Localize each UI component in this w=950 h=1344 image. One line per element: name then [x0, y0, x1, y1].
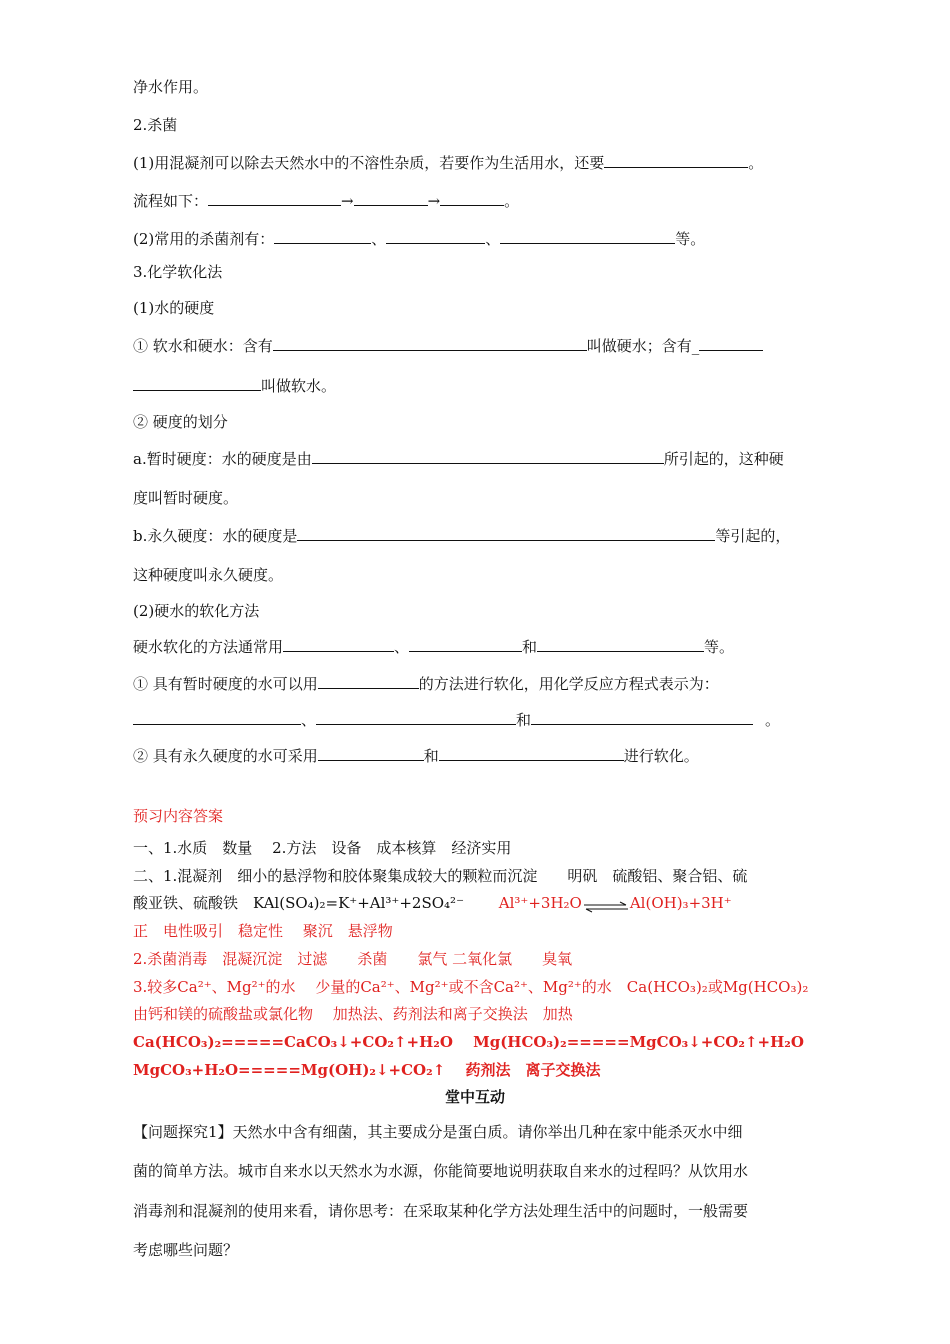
text-line: [133, 262, 222, 282]
answer-blank[interactable]: [604, 152, 748, 168]
answer-blank[interactable]: [312, 448, 664, 464]
line-text: 和: [522, 638, 538, 656]
line-text: 等。: [704, 638, 735, 656]
text-line: [133, 335, 763, 356]
arrow-icon: →: [341, 192, 354, 210]
line-text: (1)水的硬度: [133, 299, 215, 317]
hydrolysis-left: Al³⁺+3H₂O: [498, 894, 582, 912]
line-text: b.永久硬度：水的硬度是: [133, 527, 298, 545]
text-line: [133, 565, 283, 585]
text-line: [133, 228, 705, 249]
line-text: (2)硬水的软化方法: [133, 602, 260, 620]
answer-line: 二、1.混凝剂 细小的悬浮物和胶体聚集成较大的颗粒而沉淀 明矾 硫酸铝、聚合铝、硫: [133, 867, 748, 885]
answer-blank[interactable]: [318, 745, 424, 761]
text-line: [133, 412, 228, 432]
line-text: 硬水软化的方法通常用: [133, 638, 284, 656]
text-line: [133, 77, 208, 97]
answer-blank[interactable]: [297, 525, 715, 541]
answer-line: 2.杀菌消毒 混凝沉淀 过滤 杀菌 氯气 二氧化氯 臭氧: [133, 950, 573, 968]
line-text: 2.杀菌: [133, 116, 178, 134]
answer-blank[interactable]: [537, 636, 704, 652]
question-line: 【问题探究1】天然水中含有细菌，其主要成分是蛋白质。请你举出几种在家中能杀灭水中细: [133, 1123, 743, 1141]
text-line: [133, 298, 214, 318]
answer-blank[interactable]: [208, 190, 341, 206]
question-line: 考虑哪些问题？: [133, 1241, 239, 1259]
answer-line: [133, 893, 732, 913]
text-line: [133, 448, 784, 469]
text-line: [133, 601, 259, 621]
line-text: 、: [485, 230, 501, 248]
line-text: ② 具有永久硬度的水可采用: [133, 747, 318, 765]
line-text: 流程如下：: [133, 192, 209, 210]
hydrolysis-right: Al(OH)₃+3H⁺: [629, 894, 732, 912]
answer-blank[interactable]: [699, 335, 763, 351]
answer-line: Ca(HCO₃)₂=====CaCO₃↓+CO₂↑+H₂O Mg(HCO₃)₂=====MgCO₃↓+CO₂↑+H₂O: [133, 1033, 804, 1051]
answers-heading: 预习内容答案: [133, 807, 224, 825]
text-line: [133, 190, 519, 211]
answer-blank[interactable]: [386, 228, 485, 244]
text-line: [133, 525, 790, 546]
line-text: 度叫暂时硬度。: [133, 489, 239, 507]
text-line: [133, 488, 238, 508]
answer-blank[interactable]: [274, 228, 371, 244]
line-text: ① 软水和硬水：含有: [133, 337, 273, 355]
text-line: [133, 709, 780, 730]
answer-blank[interactable]: [318, 673, 419, 689]
answer-blank[interactable]: [133, 709, 301, 725]
line-text: 等。: [675, 230, 706, 248]
line-text: 和: [423, 747, 439, 765]
line-text: 。: [748, 154, 764, 172]
text-line: [133, 152, 763, 173]
line-text: 进行软化。: [623, 747, 699, 765]
answer-blank[interactable]: [316, 709, 516, 725]
line-text: 、: [371, 230, 387, 248]
text-line: [133, 636, 734, 657]
text-line: [133, 745, 699, 766]
line-text: 、: [394, 638, 410, 656]
text-line: [133, 673, 719, 694]
arrow-icon: →: [427, 192, 441, 210]
answer-blank[interactable]: [273, 335, 587, 351]
text-line: [133, 375, 336, 396]
answer-line: 一、1.水质 数量 2.方法 设备 成本核算 经济实用: [133, 839, 512, 857]
line-text: 的方法进行软化，用化学反应方程式表示为：: [418, 675, 719, 693]
line-text: 这种硬度叫永久硬度。: [133, 566, 284, 584]
section-title: 堂中互动: [444, 1088, 505, 1106]
line-text: ② 硬度的划分: [133, 413, 228, 431]
answer-blank[interactable]: [439, 745, 624, 761]
answer-line: 正 电性吸引 稳定性 聚沉 悬浮物: [133, 922, 393, 940]
answer-blank[interactable]: [283, 636, 394, 652]
line-text: 。: [765, 711, 781, 729]
ionization-equation: 酸亚铁、硫酸铁 KAl(SO₄)₂=K⁺+Al³⁺+2SO₄²⁻: [133, 894, 464, 912]
line-text: (1)用混凝剂可以除去天然水中的不溶性杂质，若要作为生活用水，还要: [133, 154, 605, 172]
answer-line: 3.较多Ca²⁺、Mg²⁺的水 少量的Ca²⁺、Mg²⁺或不含Ca²⁺、Mg²⁺的水 Ca(HCO₃)₂或Mg(HCO₃)₂: [133, 978, 809, 996]
answer-blank[interactable]: [133, 375, 261, 391]
line-text: 、: [301, 711, 317, 729]
line-text: 叫做硬水；含有_: [586, 337, 700, 355]
line-text: (2)常用的杀菌剂有：: [133, 230, 275, 248]
answer-blank[interactable]: [440, 190, 504, 206]
answer-blank[interactable]: [531, 709, 753, 725]
line-text: 和: [516, 711, 532, 729]
line-text: 。: [504, 192, 520, 210]
line-text: 叫做软水。: [261, 377, 337, 395]
line-text: 所引起的，这种硬: [663, 450, 784, 468]
answer-line: 由钙和镁的硫酸盐或氯化物 加热法、药剂法和离子交换法 加热: [133, 1005, 573, 1023]
answer-blank[interactable]: [354, 190, 428, 206]
line-text: 3.化学软化法: [133, 263, 223, 281]
question-line: 消毒剂和混凝剂的使用来看，请你思考：在采取某种化学方法处理生活中的问题时，一般需要: [133, 1202, 749, 1220]
answer-line: MgCO₃+H₂O=====Mg(OH)₂↓+CO₂↑ 药剂法 离子交换法: [133, 1061, 601, 1079]
line-text: 净水作用。: [133, 78, 209, 96]
answer-blank[interactable]: [500, 228, 675, 244]
text-line: [133, 115, 177, 135]
reversible-arrow-icon: [584, 898, 628, 910]
line-text: ① 具有暂时硬度的水可以用: [133, 675, 318, 693]
line-text: 等引起的，: [715, 527, 791, 545]
question-line: 菌的简单方法。城市自来水以天然水为水源，你能简要地说明获取自来水的过程吗？从饮用水: [133, 1162, 749, 1180]
line-text: a.暂时硬度：水的硬度是由: [133, 450, 312, 468]
answer-blank[interactable]: [409, 636, 522, 652]
